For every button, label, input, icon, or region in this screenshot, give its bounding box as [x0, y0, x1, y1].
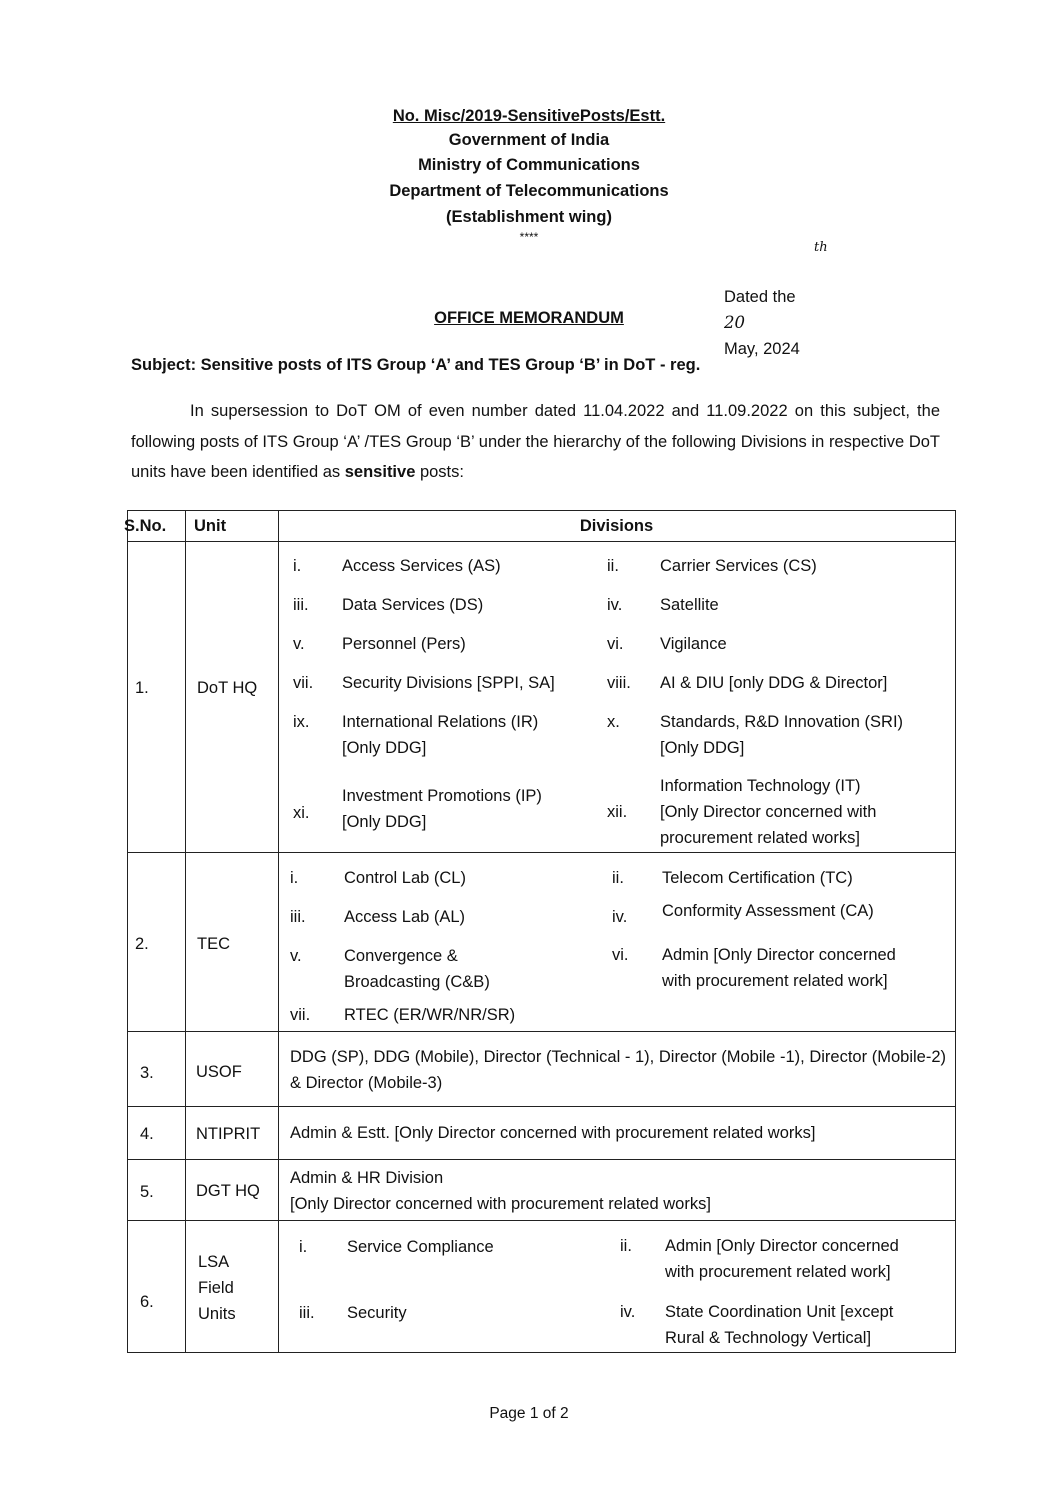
row-divider — [127, 1106, 956, 1107]
division-item-text: Personnel (Pers) — [342, 635, 466, 653]
date-day: 20 — [724, 313, 745, 332]
division-item-text: Satellite — [660, 596, 719, 614]
division-item-number: ix. — [293, 713, 310, 731]
division-item-number: i. — [299, 1238, 308, 1256]
division-item-number: vi. — [607, 635, 624, 653]
division-item-number: iv. — [620, 1303, 636, 1321]
reference-number-text: No. Misc/2019-SensitivePosts/Estt. — [392, 107, 666, 125]
header-sno: S.No. — [124, 517, 167, 535]
row-unit: USOF — [196, 1063, 242, 1081]
division-item-text: Vigilance — [660, 635, 727, 653]
division-item-text: Admin [Only Director concerned with procurement related work] — [662, 946, 896, 990]
division-item-text: Information Technology (IT) [Only Director concerned with procurement related works] — [660, 777, 877, 847]
division-item-number: xi. — [293, 804, 310, 822]
division-item-text: International Relations (IR) [Only DDG] — [342, 713, 539, 757]
division-item-number: v. — [290, 947, 302, 965]
paragraph-bold: sensitive — [344, 463, 416, 481]
header-divisions: Divisions — [579, 517, 654, 535]
row-divisions-text: DDG (SP), DDG (Mobile), Director (Technical - 1), Director (Mobile -1), Director (Mobile-2) & Director (Mobile-3) — [290, 1048, 946, 1092]
row-divisions-text: Admin & Estt. [Only Director concerned with procurement related works] — [290, 1124, 816, 1142]
ministry-line: Ministry of Communications — [418, 156, 640, 174]
division-item-text: Control Lab (CL) — [344, 869, 466, 887]
row-divider — [127, 852, 956, 853]
paragraph-tail: posts: — [415, 463, 464, 481]
division-item-text: State Coordination Unit [except Rural & Technology Vertical] — [665, 1303, 894, 1347]
reference-number — [0, 104, 1058, 128]
division-item-number: i. — [293, 557, 302, 575]
division-item-number: iii. — [299, 1304, 315, 1322]
row-sno: 5. — [140, 1183, 154, 1201]
division-item-text: Standards, R&D Innovation (SRI) [Only DDG] — [660, 713, 904, 757]
division-item-text: AI & DIU [only DDG & Director] — [660, 674, 888, 692]
header-unit: Unit — [194, 517, 227, 535]
paragraph-text: In supersession to DoT OM of even number dated 11.04.2022 and 11.09.2022 on this subject, the following posts of ITS Group ‘A’ /TES Group ‘B’ under the hierarchy of the following Divisions in respective DoT units have been identified as — [131, 402, 940, 481]
row-unit: DGT HQ — [196, 1182, 260, 1200]
division-item-number: x. — [607, 713, 620, 731]
page-number: Page 1 of 2 — [489, 1405, 569, 1422]
memo-title — [0, 306, 1058, 330]
division-item-number: vii. — [290, 1006, 311, 1024]
row-unit: LSA Field Units — [198, 1253, 236, 1323]
department-line: Department of Telecommunications — [389, 182, 669, 200]
division-item-text: Convergence & Broadcasting (C&B) — [344, 947, 490, 991]
division-item-text: Admin [Only Director concerned with procurement related work] — [665, 1237, 899, 1281]
division-item-number: vi. — [612, 946, 629, 964]
division-item-number: vii. — [293, 674, 314, 692]
division-item-text: Access Lab (AL) — [344, 908, 466, 926]
row-sno: 6. — [140, 1293, 154, 1311]
column-divider — [278, 510, 279, 1353]
row-divider — [127, 1159, 956, 1160]
division-item-text: Service Compliance — [347, 1238, 494, 1256]
row-sno: 2. — [135, 935, 149, 953]
division-item-number: i. — [290, 869, 299, 887]
row-sno: 1. — [135, 679, 149, 697]
division-item-number: iii. — [293, 596, 309, 614]
division-item-number: iii. — [290, 908, 306, 926]
subject-line: Subject: Sensitive posts of ITS Group ‘A’ and TES Group ‘B’ in DoT - reg. — [131, 356, 701, 374]
division-item-text: Investment Promotions (IP) [Only DDG] — [342, 787, 542, 831]
row-divider — [127, 541, 956, 542]
wing-line: (Establishment wing) — [446, 208, 612, 226]
division-item-text: RTEC (ER/WR/NR/SR) — [344, 1006, 516, 1024]
row-sno: 3. — [140, 1064, 154, 1082]
division-item-number: v. — [293, 635, 305, 653]
division-item-text: Access Services (AS) — [342, 557, 501, 575]
row-divider — [127, 1031, 956, 1032]
row-unit: DoT HQ — [197, 679, 258, 697]
row-unit: NTIPRIT — [196, 1125, 261, 1143]
date-ordinal-handwritten: th — [814, 240, 828, 255]
division-item-number: ii. — [620, 1237, 632, 1255]
row-divider — [127, 1220, 956, 1221]
separator-stars: **** — [519, 230, 539, 244]
division-item-number: ii. — [612, 869, 624, 887]
date-prefix: Dated the — [724, 288, 796, 306]
division-item-text: Security — [347, 1304, 407, 1322]
division-item-text: Security Divisions [SPPI, SA] — [342, 674, 555, 692]
body-paragraph — [131, 396, 940, 488]
division-item-number: viii. — [607, 674, 631, 692]
division-item-text: Conformity Assessment (CA) — [662, 902, 874, 920]
division-item-number: iv. — [607, 596, 623, 614]
sensitive-posts-table — [127, 510, 956, 1353]
date-rest: May, 2024 — [724, 340, 800, 358]
division-item-number: xii. — [607, 803, 628, 821]
row-unit: TEC — [197, 935, 230, 953]
row-divisions-text: Admin & HR Division [Only Director concerned with procurement related works] — [290, 1169, 711, 1213]
row-sno: 4. — [140, 1125, 154, 1143]
division-item-number: ii. — [607, 557, 619, 575]
government-line: Government of India — [448, 131, 610, 149]
division-item-text: Data Services (DS) — [342, 596, 484, 614]
memo-title-text: OFFICE MEMORANDUM — [434, 309, 624, 327]
division-item-text: Carrier Services (CS) — [660, 557, 817, 575]
division-item-number: iv. — [612, 908, 628, 926]
division-item-text: Telecom Certification (TC) — [662, 869, 853, 887]
column-divider — [185, 510, 186, 1353]
